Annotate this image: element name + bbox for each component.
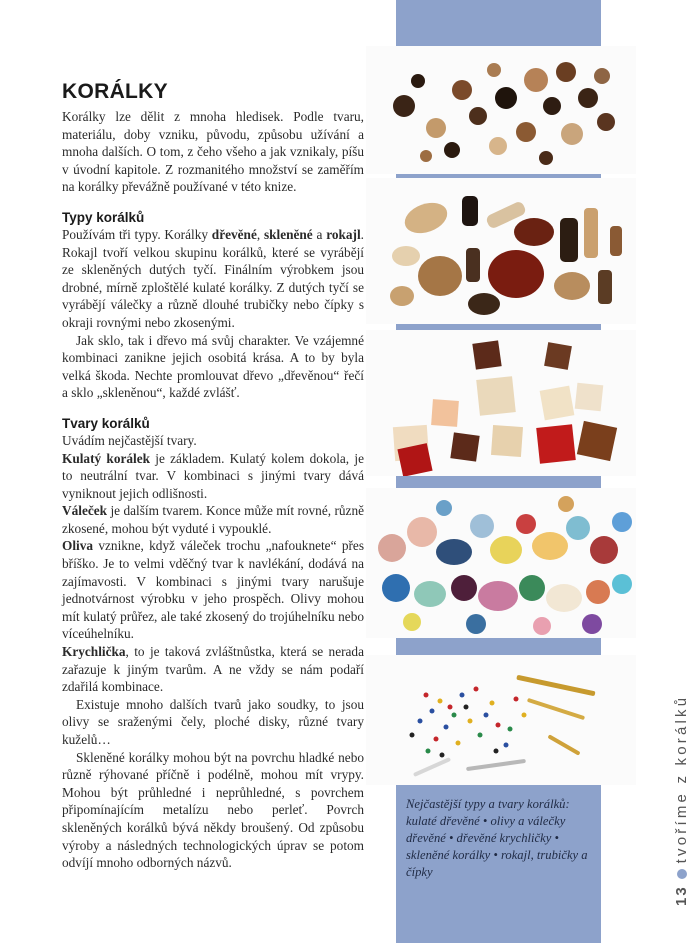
intro-paragraph: Korálky lze dělit z mnoha hledisek. Podle tvaru, materiálu, doby vzniku, původu, způsobu užívání a mnoha dalších. O tom, z čeho všeho a jak vznikaly, píšu v úvodní kapitole. Z rozmanitého množství se zaměřím na korálky převážně používané v této knize. bbox=[62, 109, 364, 195]
page-title: KORÁLKY bbox=[62, 80, 168, 103]
glass-surface-paragraph: Skleněné korálky mohou být na povrchu hladké nebo různě rýhované příčně i podélně, mohou mít vrypy. Mohou být průhledné i neprůhledné, s povrchem připomínajícím metalízu nebo perleť. Povrch skleněných korálků bývá někdy broušený. Od způsobu výroby a následných technologických úprav se potom odvíjí mnoho odborných názvů. bbox=[62, 749, 364, 871]
bullet-dot-icon bbox=[677, 869, 687, 879]
shape-olive: Oliva vznikne, když váleček trochu „nafouknete“ přes bříško. Je to velmi vděčný tvar k navlékání, dodává na zajímavosti. V kombinaci s jinými tvary narušuje jednotvárnost výrobku v jeho prospěch. Olivy mohou mít kulatý průřez, ale také zkosený do trojúhelníku nebo víceúhelníku. bbox=[62, 538, 364, 642]
shapes-more-paragraph: Existuje mnoho dalších tvarů jako soudky, to jsou olivy se sraženými čely, ploché disky, různé tvary kuželů… bbox=[62, 696, 364, 747]
shapes-lead: Uvádím nejčastější tvary. bbox=[62, 432, 197, 448]
heading-types: Typy korálků bbox=[62, 209, 145, 225]
types-paragraph-1: Používám tři typy. Korálky dřevěné, skleněné a rokajl. Rokajl tvoří velkou skupinu korálků, které se vyrábějí ze skleněných dutých tyčí. Finálním výrobkem jsou drobné, mírně zploštělé kulaté korálky. Z dutých tyčí se vyrábějí válečky a různě dlouhé trubičky nebo čípky s okraji rovnými nebo zkosenými. bbox=[62, 226, 364, 330]
photo-wooden-olives-cylinders bbox=[366, 178, 636, 324]
photo-glass-beads bbox=[366, 488, 636, 638]
photo-wooden-cubes bbox=[366, 330, 636, 476]
photo-caption: Nejčastější typy a tvary korálků: kulaté dřevěné • olivy a válečky dřevěné • dřevěné krychličky • skleněné korálky • rokajl, trubičky a čípky bbox=[406, 797, 588, 879]
running-head: tvoříme z korálků bbox=[673, 694, 690, 864]
photo-round-wooden-beads bbox=[366, 46, 636, 174]
running-footer bbox=[651, 670, 690, 910]
shape-cylinder: Váleček je dalším tvarem. Konce může mít rovné, různě zkosené, mohou být vyduté i vypouklé. bbox=[62, 503, 364, 536]
main-text-column bbox=[62, 80, 364, 872]
shape-round: Kulatý korálek je základem. Kulatý kolem dokola, je to neutrální tvar. V kombinaci s jinými tvary dává vyniknout jejich odlišnosti. bbox=[62, 450, 364, 501]
page-number: 13 bbox=[673, 885, 690, 906]
photo-seed-beads-bugles bbox=[366, 655, 636, 785]
shape-cube: Krychlička, to je taková zvláštnůstka, která se nerada zařazuje k jiným tvarům. A ne vždy se nám podaří zdařilá kombinace. bbox=[62, 644, 364, 695]
types-paragraph-2: Jak sklo, tak i dřevo má svůj charakter. Ve vzájemné kombinaci zanikne jejich osobitá krása. A to by byla velká škoda. Nechte promlouvat dřevo „dřevěnou“ řečí a sklo „skleněnou“, každé zvlášť. bbox=[62, 332, 364, 401]
heading-shapes: Tvary korálků bbox=[62, 415, 150, 431]
